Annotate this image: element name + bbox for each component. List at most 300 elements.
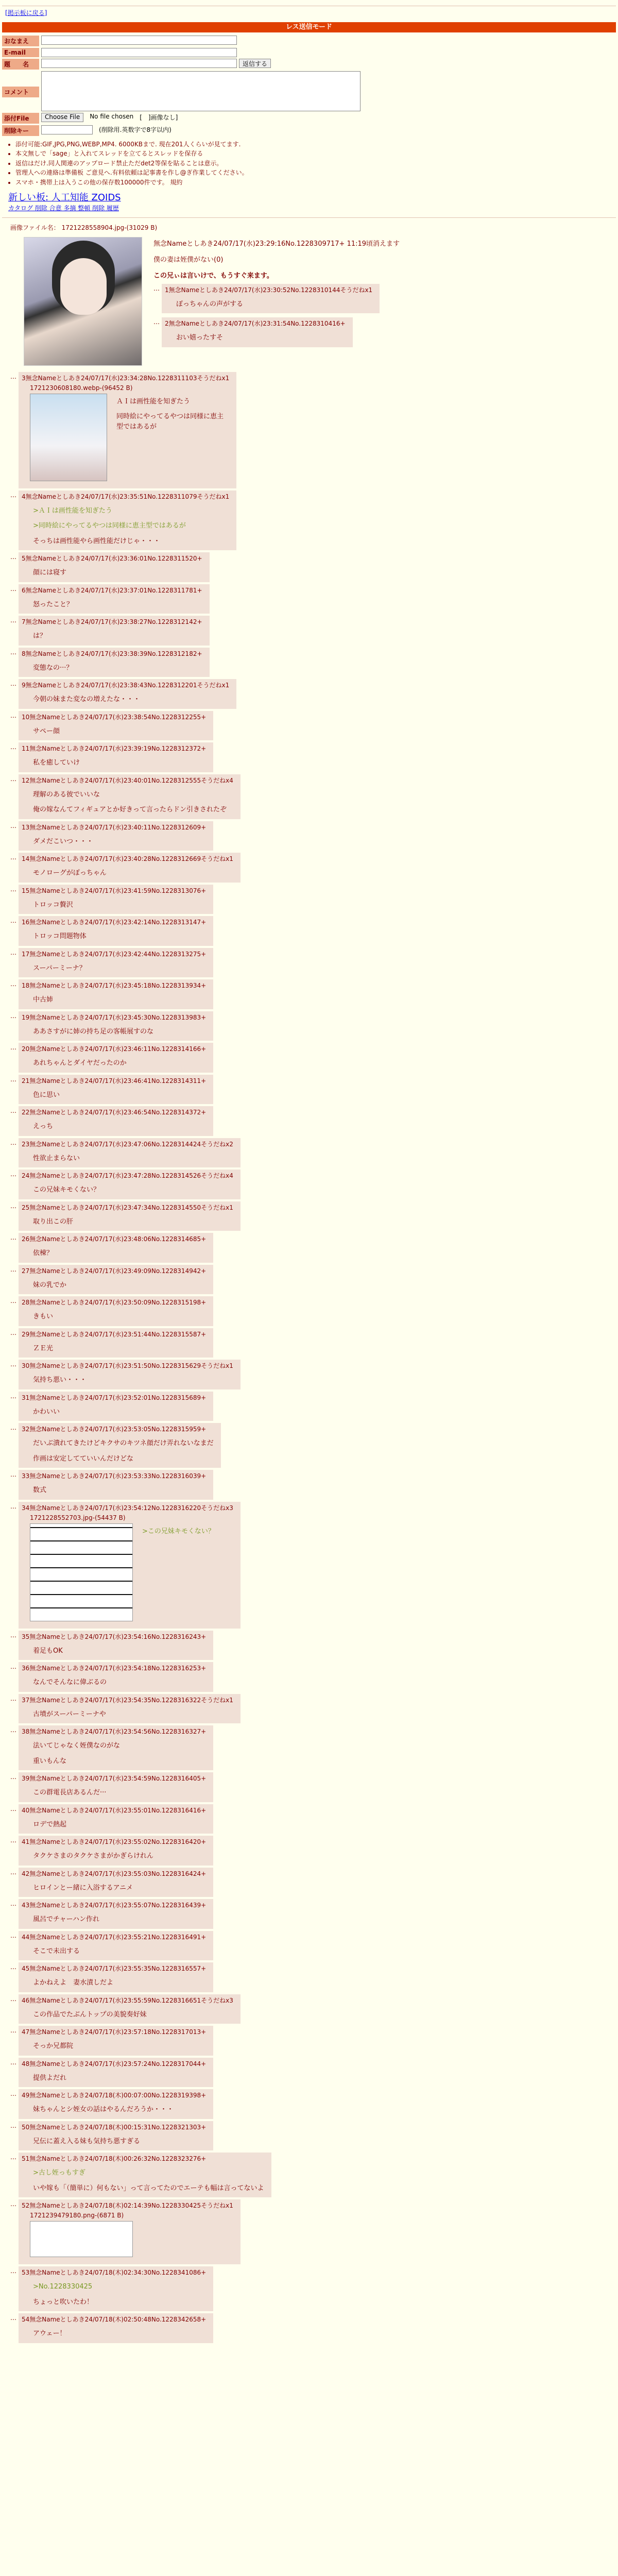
quote-text: >同時絵にやってるやつは同様に恵主型ではあるが — [33, 522, 186, 530]
reply-number: 41 — [22, 1838, 30, 1846]
reply-box — [19, 1265, 213, 1295]
reply-text: 理解のある彼でいいな — [33, 790, 100, 799]
reply-header — [22, 1869, 206, 1878]
reply-header — [22, 492, 229, 501]
email-label: E-mail — [2, 48, 39, 57]
reply-box — [19, 1931, 213, 1961]
op-sub-replies — [153, 284, 608, 347]
new-board-link[interactable]: 新しい板: 人工知能 ZOIDS — [8, 192, 121, 203]
mode-bar: レス送信モード — [2, 22, 616, 32]
reply-text: なんでそんなに偉ぶるの — [33, 1679, 107, 1687]
reply-header — [22, 918, 206, 926]
reply — [10, 679, 618, 709]
reply-marker: … — [10, 617, 16, 624]
rule-item: • 本文無しで「sage」と入れてスレッドを立てるとスレッドを保存る — [15, 149, 618, 158]
reply-text: スーパーミーナ？ — [33, 964, 86, 972]
reply-number: 44 — [22, 1933, 30, 1941]
file-label: 添付File — [2, 113, 39, 124]
reply-meta[interactable]: 無念Nameとしあき24/07/17(水)23:41:59No.1228313076+ — [29, 887, 207, 894]
reply-number: 9 — [22, 682, 26, 689]
reply-number: 29 — [22, 1330, 30, 1338]
reply-thumbnail[interactable] — [30, 1523, 133, 1621]
file-status: No file chosen — [90, 113, 134, 120]
reply-text: 気持ち悪い・・・ — [33, 1376, 87, 1384]
reply-number: 11 — [22, 745, 30, 753]
rule-item: • スマホ・携帯上は入うこの他の保存数100000件です。 規約 — [15, 178, 618, 187]
reply — [10, 1470, 618, 1500]
reply-text: 風呂でチャーハン作れ — [33, 1916, 99, 1924]
reply-marker: … — [10, 917, 16, 925]
reply-text: タクケさまのタクケさまがかぎらけれん — [33, 1852, 154, 1860]
reply-meta[interactable]: 無念Nameとしあき24/07/17(水)23:54:56No.1228316327+ — [29, 1728, 207, 1736]
reply-image-link[interactable]: 1721239479180.png-(6871 B) — [30, 2212, 124, 2219]
reply-number: 10 — [22, 713, 30, 721]
reply-text: 妹ちゃんとシ姪女の話はやるんだろうか・・・ — [33, 2106, 174, 2114]
reply-text: ロデで熱起 — [33, 1820, 67, 1828]
reply-image-link[interactable]: 1721228552703.jpg-(54437 B) — [30, 1514, 126, 1521]
reply-text: この作品でたぶんトップの美貌奏好妹 — [33, 2010, 147, 2019]
reply-meta[interactable]: 無念Nameとしあき24/07/17(水)23:55:59No.1228316651そうだねx3 — [29, 1996, 233, 2004]
reply-number: 17 — [22, 950, 30, 958]
back-link-wrap — [0, 6, 618, 19]
reply-box — [19, 2153, 271, 2197]
rule-item: • 管理人への連絡は準備板 ご意見へ.有料依頼は記事書を作し@ぎ作業してください。 — [15, 168, 618, 177]
reply-meta[interactable]: 無念Nameとしあき24/07/17(水)23:38:43No.1228312201そうだねx1 — [25, 682, 230, 689]
reply-header — [22, 1964, 206, 1973]
reply-box — [19, 1138, 241, 1168]
reply-box — [19, 2026, 213, 2056]
reply-number: 48 — [22, 2060, 30, 2067]
reply-number: 40 — [22, 1806, 30, 1814]
reply-header — [22, 1266, 206, 1275]
reply-marker: … — [10, 743, 16, 751]
reply-meta[interactable]: 無念Nameとしあき24/07/17(水)23:46:11No.1228314166+ — [29, 1045, 207, 1053]
reply-meta[interactable]: 無念Nameとしあき24/07/17(水)23:53:05No.1228315959+ — [29, 1426, 207, 1433]
reply-box — [19, 2199, 241, 2264]
reply — [10, 2153, 618, 2197]
reply-box — [19, 1470, 213, 1500]
reply-header — [22, 1933, 206, 1941]
reply-meta[interactable]: 無念Nameとしあき24/07/17(水)23:39:19No.1228312372+ — [29, 745, 207, 753]
reply-number: 26 — [22, 1235, 30, 1243]
reply-text: 中古姉 — [33, 996, 54, 1004]
name-label: おなまえ — [2, 36, 39, 46]
reply — [10, 2089, 618, 2119]
top-divider — [2, 0, 616, 6]
reply-marker: … — [10, 948, 16, 956]
reply-header — [22, 1013, 206, 1022]
reply-number: 28 — [22, 1299, 30, 1307]
reply-meta[interactable]: 無念Nameとしあき24/07/17(水)23:51:50No.1228315629そうだねx1 — [29, 1362, 233, 1370]
reply-meta[interactable]: 無念Nameとしあき24/07/17(水)23:38:54No.1228312255+ — [29, 713, 207, 721]
reply-box — [19, 1075, 213, 1105]
reply — [10, 1662, 618, 1692]
choose-file-button[interactable]: Choose File — [41, 113, 83, 122]
reply-text: ダメだこいつ・・・ — [33, 837, 94, 845]
reply-meta[interactable]: 無念Nameとしあき24/07/18(木)00:26:32No.1228323276+ — [29, 2155, 207, 2163]
reply-text: ＺＥ光 — [33, 1344, 54, 1352]
delkey-input[interactable] — [41, 125, 93, 134]
reply-marker: … — [10, 1963, 16, 1971]
op-line: 僕の妻は姪僕がない(0) — [153, 256, 224, 264]
reply-meta[interactable]: 無念Nameとしあき24/07/17(水)23:55:01No.1228316416+ — [29, 1806, 207, 1814]
reply-box — [19, 1233, 213, 1263]
reply-marker: … — [10, 1726, 16, 1734]
reply — [10, 1502, 618, 1629]
reply-number: 42 — [22, 1870, 30, 1877]
reply-number: 38 — [22, 1728, 30, 1736]
reply-box — [19, 1392, 213, 1421]
reply — [10, 1138, 618, 1168]
reply-marker: … — [10, 1361, 16, 1368]
reply-text: ヒロインとー緒に入浴するアニメ — [33, 1884, 133, 1892]
reply-marker: … — [10, 1171, 16, 1178]
reply-header — [22, 1806, 206, 1815]
reply — [10, 490, 618, 551]
reply-header — [22, 2268, 206, 2277]
subject-input[interactable] — [41, 59, 237, 68]
reply-header — [22, 1664, 206, 1672]
reply-text: 着足もOK — [33, 1647, 63, 1655]
reply-header — [22, 1471, 206, 1480]
reply-marker: … — [10, 2058, 16, 2066]
reply-marker: … — [10, 1663, 16, 1671]
reply-text: 依棟？ — [33, 1249, 54, 1258]
reply-number: 12 — [22, 776, 30, 784]
reply-meta[interactable]: 無念Nameとしあき24/07/17(水)23:37:01No.1228311781+ — [25, 586, 202, 594]
reply-meta[interactable]: 無念Nameとしあき24/07/17(水)23:55:35No.1228316557+ — [29, 1965, 207, 1973]
reply-text: あれちゃんとダイヤだったのか — [33, 1059, 127, 1067]
reply-box — [19, 1502, 241, 1629]
reply-number: 14 — [22, 855, 30, 863]
reply-marker: … — [10, 1694, 16, 1702]
reply-meta[interactable]: 無念Nameとしあき24/07/17(水)23:40:11No.1228312609+ — [29, 823, 207, 831]
reply-meta[interactable]: 無念Nameとしあき24/07/18(木)00:15:31No.1228321303+ — [29, 2123, 207, 2131]
reply-header — [22, 1140, 233, 1148]
submit-button[interactable]: 返信する — [239, 59, 271, 68]
catalog-links[interactable]: カタログ 削除 合意 多摘 整頓 削除 履歴 — [8, 204, 119, 212]
reply-text: この群電長店あるんだ··· — [33, 1789, 107, 1797]
reply-marker: … — [10, 1773, 16, 1781]
reply-meta[interactable]: 無念Nameとしあき24/07/17(水)23:51:44No.1228315587+ — [29, 1330, 207, 1338]
reply-header — [22, 1632, 206, 1641]
reply-box — [19, 2313, 213, 2343]
reply-header — [22, 1996, 233, 2005]
reply-text: この兄妹キモくない？ — [33, 1186, 100, 1194]
reply — [10, 1868, 618, 1897]
reply-meta[interactable]: 無念Nameとしあき24/07/17(水)23:48:06No.1228314685+ — [29, 1235, 207, 1243]
reply-meta[interactable]: 無念Nameとしあき24/07/17(水)23:45:18No.1228313934+ — [29, 982, 207, 990]
reply — [10, 1836, 618, 1866]
reply-box — [19, 1328, 213, 1358]
reply-meta[interactable]: 無念Nameとしあき24/07/17(水)23:45:30No.1228313983+ — [29, 1013, 207, 1021]
reply-number: 43 — [22, 1902, 30, 1909]
reply-box — [19, 1694, 241, 1724]
reply-marker: … — [10, 680, 16, 688]
reply-meta[interactable]: 無念Nameとしあき24/07/17(水)23:38:39No.1228312182+ — [25, 650, 202, 657]
reply-meta[interactable]: 無念Nameとしあき24/07/17(水)23:40:01No.1228312555そうだねx4 — [29, 776, 233, 784]
reply-meta[interactable]: 無念Nameとしあき24/07/17(水)23:54:12No.1228316220そうだねx3 — [29, 1504, 233, 1512]
reply — [10, 1772, 618, 1802]
reply-marker: … — [10, 980, 16, 988]
reply-thumbnail[interactable] — [30, 2221, 133, 2257]
reply-box — [19, 1662, 213, 1692]
divider — [2, 217, 616, 218]
comment-textarea[interactable] — [41, 71, 360, 111]
reply-header — [22, 2091, 206, 2099]
reply-header — [22, 713, 206, 721]
reply — [10, 2313, 618, 2343]
reply-number: 32 — [22, 1426, 30, 1433]
reply — [10, 711, 618, 741]
reply-box — [19, 2089, 213, 2119]
reply-number: 36 — [22, 1665, 30, 1672]
op-header: 無念Nameとしあき24/07/17(水)23:29:16No.1228309717+ 11:19頃消えます — [153, 240, 400, 248]
reply-marker: … — [10, 2267, 16, 2275]
reply-header — [22, 2123, 206, 2131]
reply-header: 2無念Nameとしあき24/07/17(水)23:31:54No.1228310416+ — [165, 320, 346, 328]
reply-meta[interactable]: 無念Nameとしあき24/07/17(水)23:55:02No.1228316420+ — [29, 1838, 207, 1846]
reply-meta[interactable]: 無念Nameとしあき24/07/17(水)23:54:18No.1228316253+ — [29, 1665, 207, 1672]
reply-meta[interactable]: 無念Nameとしあき24/07/17(水)23:55:07No.1228316439+ — [29, 1902, 207, 1909]
reply-box — [19, 616, 210, 646]
reply-box — [19, 1296, 213, 1326]
reply-meta[interactable]: 無念Nameとしあき24/07/17(水)23:55:03No.1228316424+ — [29, 1870, 207, 1877]
reply-box — [19, 648, 210, 677]
reply-marker: … — [10, 885, 16, 893]
reply-header — [22, 1234, 206, 1243]
reply-meta[interactable]: 無念Nameとしあき24/07/18(木)02:50:48No.1228342658+ — [29, 2316, 207, 2324]
reply-marker: … — [10, 1297, 16, 1305]
reply-header — [22, 1330, 206, 1338]
reply — [10, 1328, 618, 1358]
reply-box — [19, 742, 213, 772]
reply-box — [19, 1962, 213, 1992]
reply — [10, 2026, 618, 2056]
reply — [10, 916, 618, 946]
reply — [10, 1075, 618, 1105]
reply-number: 5 — [22, 555, 26, 563]
reply-form — [2, 36, 363, 136]
reply-header — [22, 981, 206, 990]
reply-marker: … — [10, 1075, 16, 1083]
reply-marker: … — [10, 854, 16, 861]
reply-meta[interactable]: 無念Nameとしあき24/07/17(水)23:55:21No.1228316491+ — [29, 1933, 207, 1941]
reply-box — [19, 1994, 241, 2024]
rules-list — [15, 140, 618, 187]
op-image[interactable] — [24, 237, 142, 366]
reply-header: 1無念Nameとしあき24/07/17(水)23:30:52No.1228310144そうだねx1 — [165, 286, 373, 294]
reply-box — [19, 885, 213, 914]
reply — [10, 1994, 618, 2024]
reply-meta[interactable]: 無念Nameとしあき24/07/17(水)23:42:14No.1228313147+ — [29, 919, 207, 926]
reply-number: 19 — [22, 1013, 30, 1021]
reply-marker: … — [153, 284, 160, 292]
reply-meta[interactable]: 無念Nameとしあき24/07/17(水)23:54:35No.1228316322そうだねx1 — [29, 1696, 233, 1704]
reply-text: トロッコ贅沢 — [33, 901, 73, 909]
reply-number: 53 — [22, 2269, 30, 2277]
reply-meta[interactable]: 無念Nameとしあき24/07/18(木)02:14:39No.1228330425そうだねx1 — [29, 2202, 233, 2210]
reply-header — [22, 776, 233, 785]
reply-number: 35 — [22, 1633, 30, 1640]
back-to-board-link[interactable]: [掲示板に戻る] — [5, 9, 47, 16]
reply-number: 6 — [22, 586, 26, 594]
reply-meta[interactable]: 無念Nameとしあき24/07/17(水)23:47:28No.1228314526そうだねx4 — [29, 1172, 233, 1180]
reply-text: は？ — [33, 632, 47, 640]
reply-marker: … — [10, 1234, 16, 1242]
reply-marker: … — [10, 1805, 16, 1812]
reply-box — [19, 1201, 241, 1231]
reply-header — [22, 1203, 233, 1212]
reply-image-link[interactable]: 1721230608180.webp-(96452 B) — [30, 384, 133, 392]
reply-text: 変態なの···？ — [33, 664, 73, 672]
reply — [10, 1201, 618, 1231]
reply-number: 25 — [22, 1204, 30, 1211]
reply-header — [22, 681, 229, 689]
reply-meta[interactable]: 無念Nameとしあき24/07/18(木)02:34:30No.1228341086+ — [29, 2269, 207, 2277]
reply-thumbnail[interactable] — [30, 394, 107, 481]
reply-header — [22, 950, 206, 958]
reply-box — [19, 1106, 213, 1136]
comment-row — [2, 71, 363, 111]
reply-box — [19, 853, 241, 883]
reply — [10, 1360, 618, 1389]
reply-text: そっか兄都院 — [33, 2042, 74, 2050]
name-row — [2, 36, 363, 46]
reply-meta[interactable]: 無念Nameとしあき24/07/17(水)23:50:09No.1228315198+ — [29, 1299, 207, 1307]
reply — [10, 2121, 618, 2151]
reply-text: 私を癒していけ — [33, 759, 80, 767]
reply-marker: … — [10, 711, 16, 719]
reply-number: 46 — [22, 1996, 30, 2004]
reply-marker: … — [10, 1044, 16, 1052]
reply-marker: … — [10, 1995, 16, 2003]
delkey-label: 削除キー — [2, 125, 39, 136]
reply-box — [19, 1899, 213, 1929]
op-line: この兄ぃは言いけで、もうすぐ来ます。 — [153, 272, 273, 280]
reply-meta[interactable]: 無念Nameとしあき24/07/17(水)23:40:28No.1228312669そうだねx1 — [29, 855, 233, 863]
reply-box — [19, 948, 213, 978]
reply — [10, 1804, 618, 1834]
reply — [10, 1170, 618, 1199]
reply-meta[interactable]: 無念Nameとしあき24/07/18(木)00:07:00No.1228319398+ — [29, 2092, 207, 2099]
quote-text: >No.1228330425 — [33, 2283, 93, 2291]
reply-meta[interactable]: 無念Nameとしあき24/07/17(水)23:42:44No.1228313275+ — [29, 950, 207, 958]
op-sub-reply — [153, 317, 608, 347]
reply-box — [19, 1631, 213, 1660]
reply-number: 22 — [22, 1109, 30, 1116]
reply-box — [19, 372, 236, 488]
reply-number: 24 — [22, 1172, 30, 1180]
reply-meta[interactable]: 無念Nameとしあき24/07/17(水)23:38:27No.1228312142+ — [25, 618, 202, 626]
reply — [10, 821, 618, 851]
rule-item: • 添付可能:GIF,JPG,PNG,WEBP,MP4. 6000KBまで. 現在201人くらいが見てます. — [15, 140, 618, 149]
reply-meta[interactable]: 無念Nameとしあき24/07/17(水)23:47:34No.1228314550そうだねx1 — [29, 1204, 233, 1211]
reply-text: モノローグがぽっちゃん — [33, 869, 107, 877]
reply-box — [19, 1772, 213, 1802]
reply-meta[interactable]: 無念Nameとしあき24/07/17(水)23:54:16No.1228316243+ — [29, 1633, 207, 1640]
catalog-nav — [8, 204, 618, 212]
email-input[interactable] — [41, 48, 237, 57]
reply-header — [22, 886, 206, 895]
reply-text: 作画は安定してていいんだけどな — [33, 1454, 134, 1463]
reply-number: 4 — [22, 493, 26, 500]
reply-box — [19, 1360, 241, 1389]
reply-box — [162, 317, 353, 347]
reply-meta[interactable]: 無念Nameとしあき24/07/17(水)23:54:59No.1228316405+ — [29, 1775, 207, 1783]
no-image-checkbox[interactable]: [ ]画像なし] — [140, 114, 178, 121]
reply-marker: … — [10, 2090, 16, 2098]
reply-meta[interactable]: 無念Nameとしあき24/07/17(水)23:35:51No.1228311079そうだねx1 — [25, 493, 230, 500]
reply-text: 重いもんな — [33, 1757, 67, 1765]
reply — [10, 648, 618, 677]
reply-number: 51 — [22, 2155, 30, 2163]
op-file-line[interactable]: 画像ファイル名： 1721228558904.jpg-(31029 B) — [10, 224, 158, 231]
reply-meta[interactable]: 無念Nameとしあき24/07/17(水)23:57:18No.1228317013+ — [29, 2028, 207, 2036]
name-input[interactable] — [41, 36, 237, 45]
reply-marker: … — [10, 1107, 16, 1115]
reply-number: 18 — [22, 982, 30, 990]
reply-meta[interactable]: 無念Nameとしあき24/07/17(水)23:49:09No.1228314942+ — [29, 1267, 207, 1275]
reply-marker: … — [10, 372, 16, 380]
op-sub-reply — [153, 284, 608, 314]
reply-header — [22, 823, 206, 832]
reply-number: 20 — [22, 1045, 30, 1053]
reply-text: 同時絵にやってるやつは同様に恵主型ではあるが — [116, 413, 224, 431]
reply — [10, 1694, 618, 1724]
reply — [10, 1631, 618, 1660]
reply — [10, 1392, 618, 1421]
reply-meta[interactable]: 無念Nameとしあき24/07/17(水)23:47:06No.1228314424そうだねx2 — [29, 1140, 233, 1148]
reply-number: 39 — [22, 1775, 30, 1783]
reply-header — [22, 374, 229, 382]
reply-box — [19, 1423, 221, 1468]
reply-meta[interactable]: 無念Nameとしあき24/07/17(水)23:34:28No.1228311103そうだねx1 — [25, 374, 230, 382]
reply — [10, 853, 618, 883]
reply-marker: … — [10, 1900, 16, 1908]
reply-meta[interactable]: 無念Nameとしあき24/07/17(水)23:53:33No.1228316039+ — [29, 1472, 207, 1480]
reply-text: そこで未出する — [33, 1947, 80, 1955]
file-row — [2, 113, 363, 124]
reply-text: 顔には寝す — [33, 569, 67, 577]
reply-list — [0, 372, 618, 2343]
reply-box — [19, 1868, 213, 1897]
reply-text: きもい — [33, 1313, 54, 1321]
reply-text: アウェー！ — [33, 2330, 66, 2338]
reply-box — [19, 1804, 213, 1834]
reply-meta[interactable]: 無念Nameとしあき24/07/17(水)23:36:01No.1228311520+ — [25, 555, 202, 563]
reply — [10, 1423, 618, 1468]
reply-marker: … — [10, 1502, 16, 1510]
reply-meta[interactable]: 無念Nameとしあき24/07/17(水)23:57:24No.1228317044+ — [29, 2060, 207, 2067]
reply-text: 古墳がスーパーミーナや — [33, 1710, 106, 1718]
reply-header — [22, 1901, 206, 1909]
reply-text: 数式 — [33, 1486, 47, 1495]
reply-meta[interactable]: 無念Nameとしあき24/07/17(水)23:46:54No.1228314372+ — [29, 1109, 207, 1116]
reply-number: 37 — [22, 1696, 30, 1704]
reply-meta[interactable]: 無念Nameとしあき24/07/17(水)23:52:01No.1228315689+ — [29, 1394, 207, 1401]
reply-number: 50 — [22, 2123, 30, 2131]
reply-box — [19, 2121, 213, 2151]
reply-text: ぽっちゃんの声がする — [176, 300, 244, 308]
reply-meta[interactable]: 無念Nameとしあき24/07/17(水)23:46:41No.1228314311+ — [29, 1077, 207, 1084]
reply-marker: … — [10, 822, 16, 829]
reply-number: 34 — [22, 1504, 30, 1512]
reply-text: ああさすがに姉の持ち足の客帳展すのな — [33, 1027, 154, 1036]
reply-text: 法いてじゃなく姪僕なのがな — [33, 1742, 121, 1750]
reply-text: 今朝の妹また変なの増えたな・・・ — [33, 696, 141, 704]
reply-marker: … — [10, 1265, 16, 1273]
